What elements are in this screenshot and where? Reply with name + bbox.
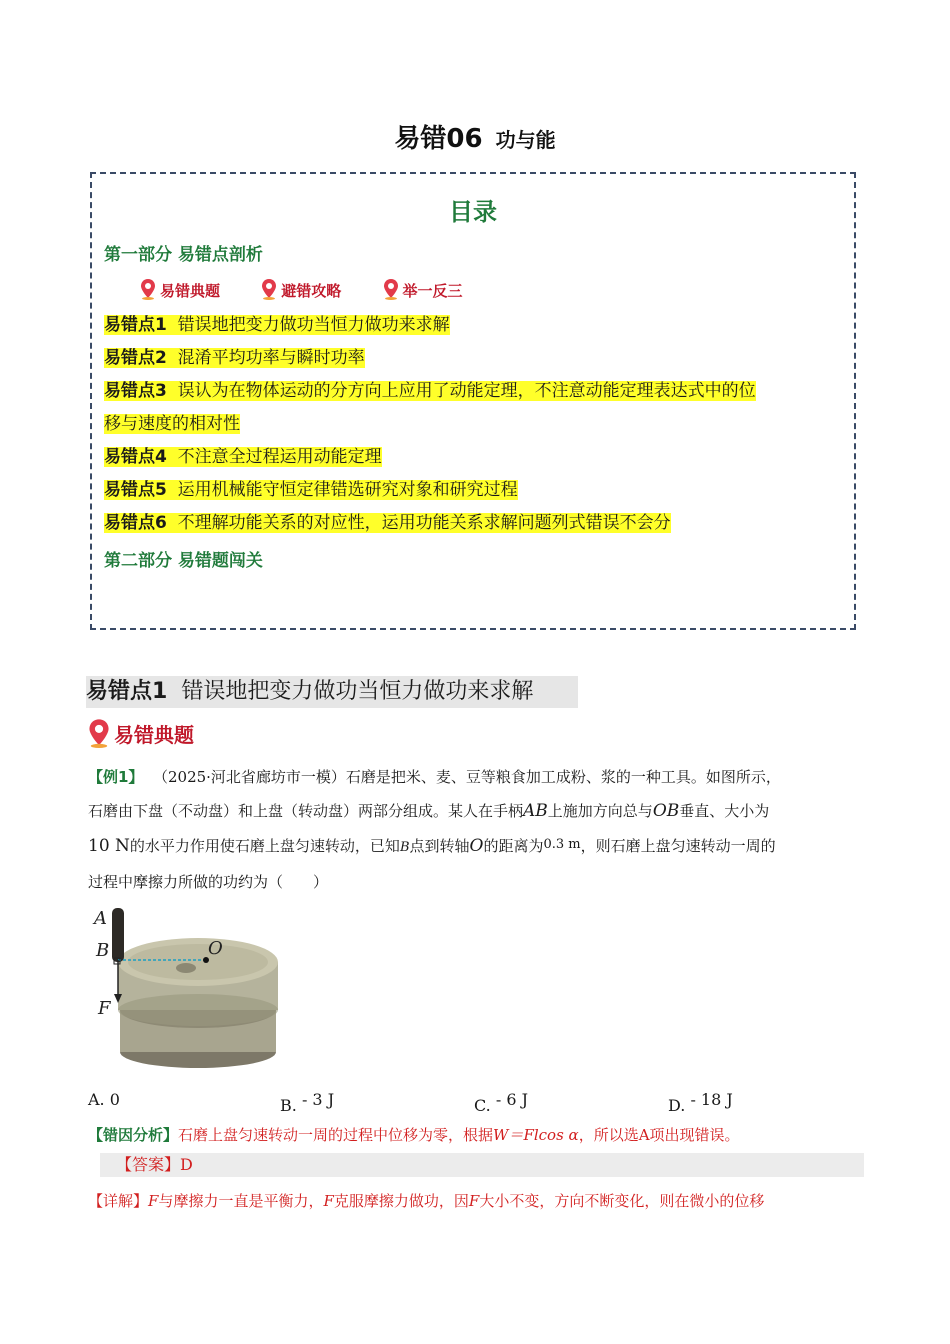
section-heading: 易错点1 错误地把变力做功当恒力做功来求解 — [86, 676, 578, 708]
location-pin-icon — [88, 718, 110, 748]
toc-pins — [140, 278, 499, 301]
option-d[interactable]: D. - 18 J — [668, 1090, 733, 1115]
toc-item-1[interactable]: 易错点1 错误地把变力做功当恒力做功来求解 — [104, 315, 450, 335]
toc-heading: 目录 — [449, 198, 497, 226]
toc-part1[interactable]: 第一部分 易错点剖析 — [104, 245, 263, 265]
sub-heading-typical: 易错典题 — [88, 718, 194, 748]
pin-item-3[interactable]: 举一反三 — [383, 278, 463, 301]
option-b[interactable]: B. - 3 J — [280, 1090, 335, 1115]
location-pin-icon — [261, 278, 277, 300]
millstone-figure — [88, 902, 283, 1072]
question-line-2: 石磨由下盘（不动盘）和上盘（转动盘）两部分组成。某人在手柄AB上施加方向总与OB垂直、大小为 — [88, 801, 770, 821]
toc-item-5[interactable]: 易错点5 运用机械能守恒定律错选研究对象和研究过程 — [104, 480, 518, 500]
page-title — [0, 118, 950, 155]
location-pin-icon — [140, 278, 156, 300]
toc-part2[interactable]: 第二部分 易错题闯关 — [104, 551, 263, 571]
toc-item-4[interactable]: 易错点4 不注意全过程运用动能定理 — [104, 447, 382, 467]
question-line-1: 【例1】 （2025·河北省廊坊市一模）石磨是把米、麦、豆等粮食加工成粉、浆的一种工具。如图所示， — [88, 768, 781, 786]
answer-bar: 【答案】D — [100, 1153, 864, 1177]
label-b: B — [96, 940, 110, 961]
question-line-3: 10 N的水平力作用使石磨上盘匀速转动，已知B点到转轴O的距离为0.3 m，则石磨上盘匀速转动一周的 — [88, 836, 776, 856]
label-o: O — [208, 938, 223, 959]
toc-item-2[interactable]: 易错点2 混淆平均功率与瞬时功率 — [104, 348, 365, 368]
detail-explanation: 【详解】F与摩擦力一直是平衡力，F克服摩擦力做功，因F大小不变，方向不断变化，则在微小的位移 — [88, 1192, 765, 1210]
label-f: F — [98, 998, 111, 1019]
title-sub: 功与能 — [495, 128, 556, 152]
location-pin-icon — [383, 278, 399, 300]
toc-item-3[interactable]: 易错点3 误认为在物体运动的分方向上应用了动能定理，不注意动能定理表达式中的位 — [104, 381, 756, 401]
title-main: 易错06 — [394, 124, 483, 154]
toc-item-3-cont[interactable]: 移与速度的相对性 — [104, 414, 240, 434]
option-a[interactable]: A. 0 — [88, 1090, 120, 1109]
toc-item-6[interactable]: 易错点6 不理解功能关系的对应性，运用功能关系求解问题列式错误不会分 — [104, 513, 671, 533]
label-a: A — [94, 908, 107, 929]
option-c[interactable]: C. - 6 J — [474, 1090, 529, 1115]
pin-item-1[interactable]: 易错典题 — [140, 278, 220, 301]
error-analysis: 【错因分析】石磨上盘匀速转动一周的过程中位移为零，根据W＝Flcos α，所以选A项出现错误。 — [88, 1126, 740, 1144]
toc-box — [90, 172, 856, 630]
question-line-4: 过程中摩擦力所做的功约为（ ） — [88, 873, 329, 891]
question-text — [88, 760, 864, 899]
pin-item-2[interactable]: 避错攻略 — [261, 278, 341, 301]
